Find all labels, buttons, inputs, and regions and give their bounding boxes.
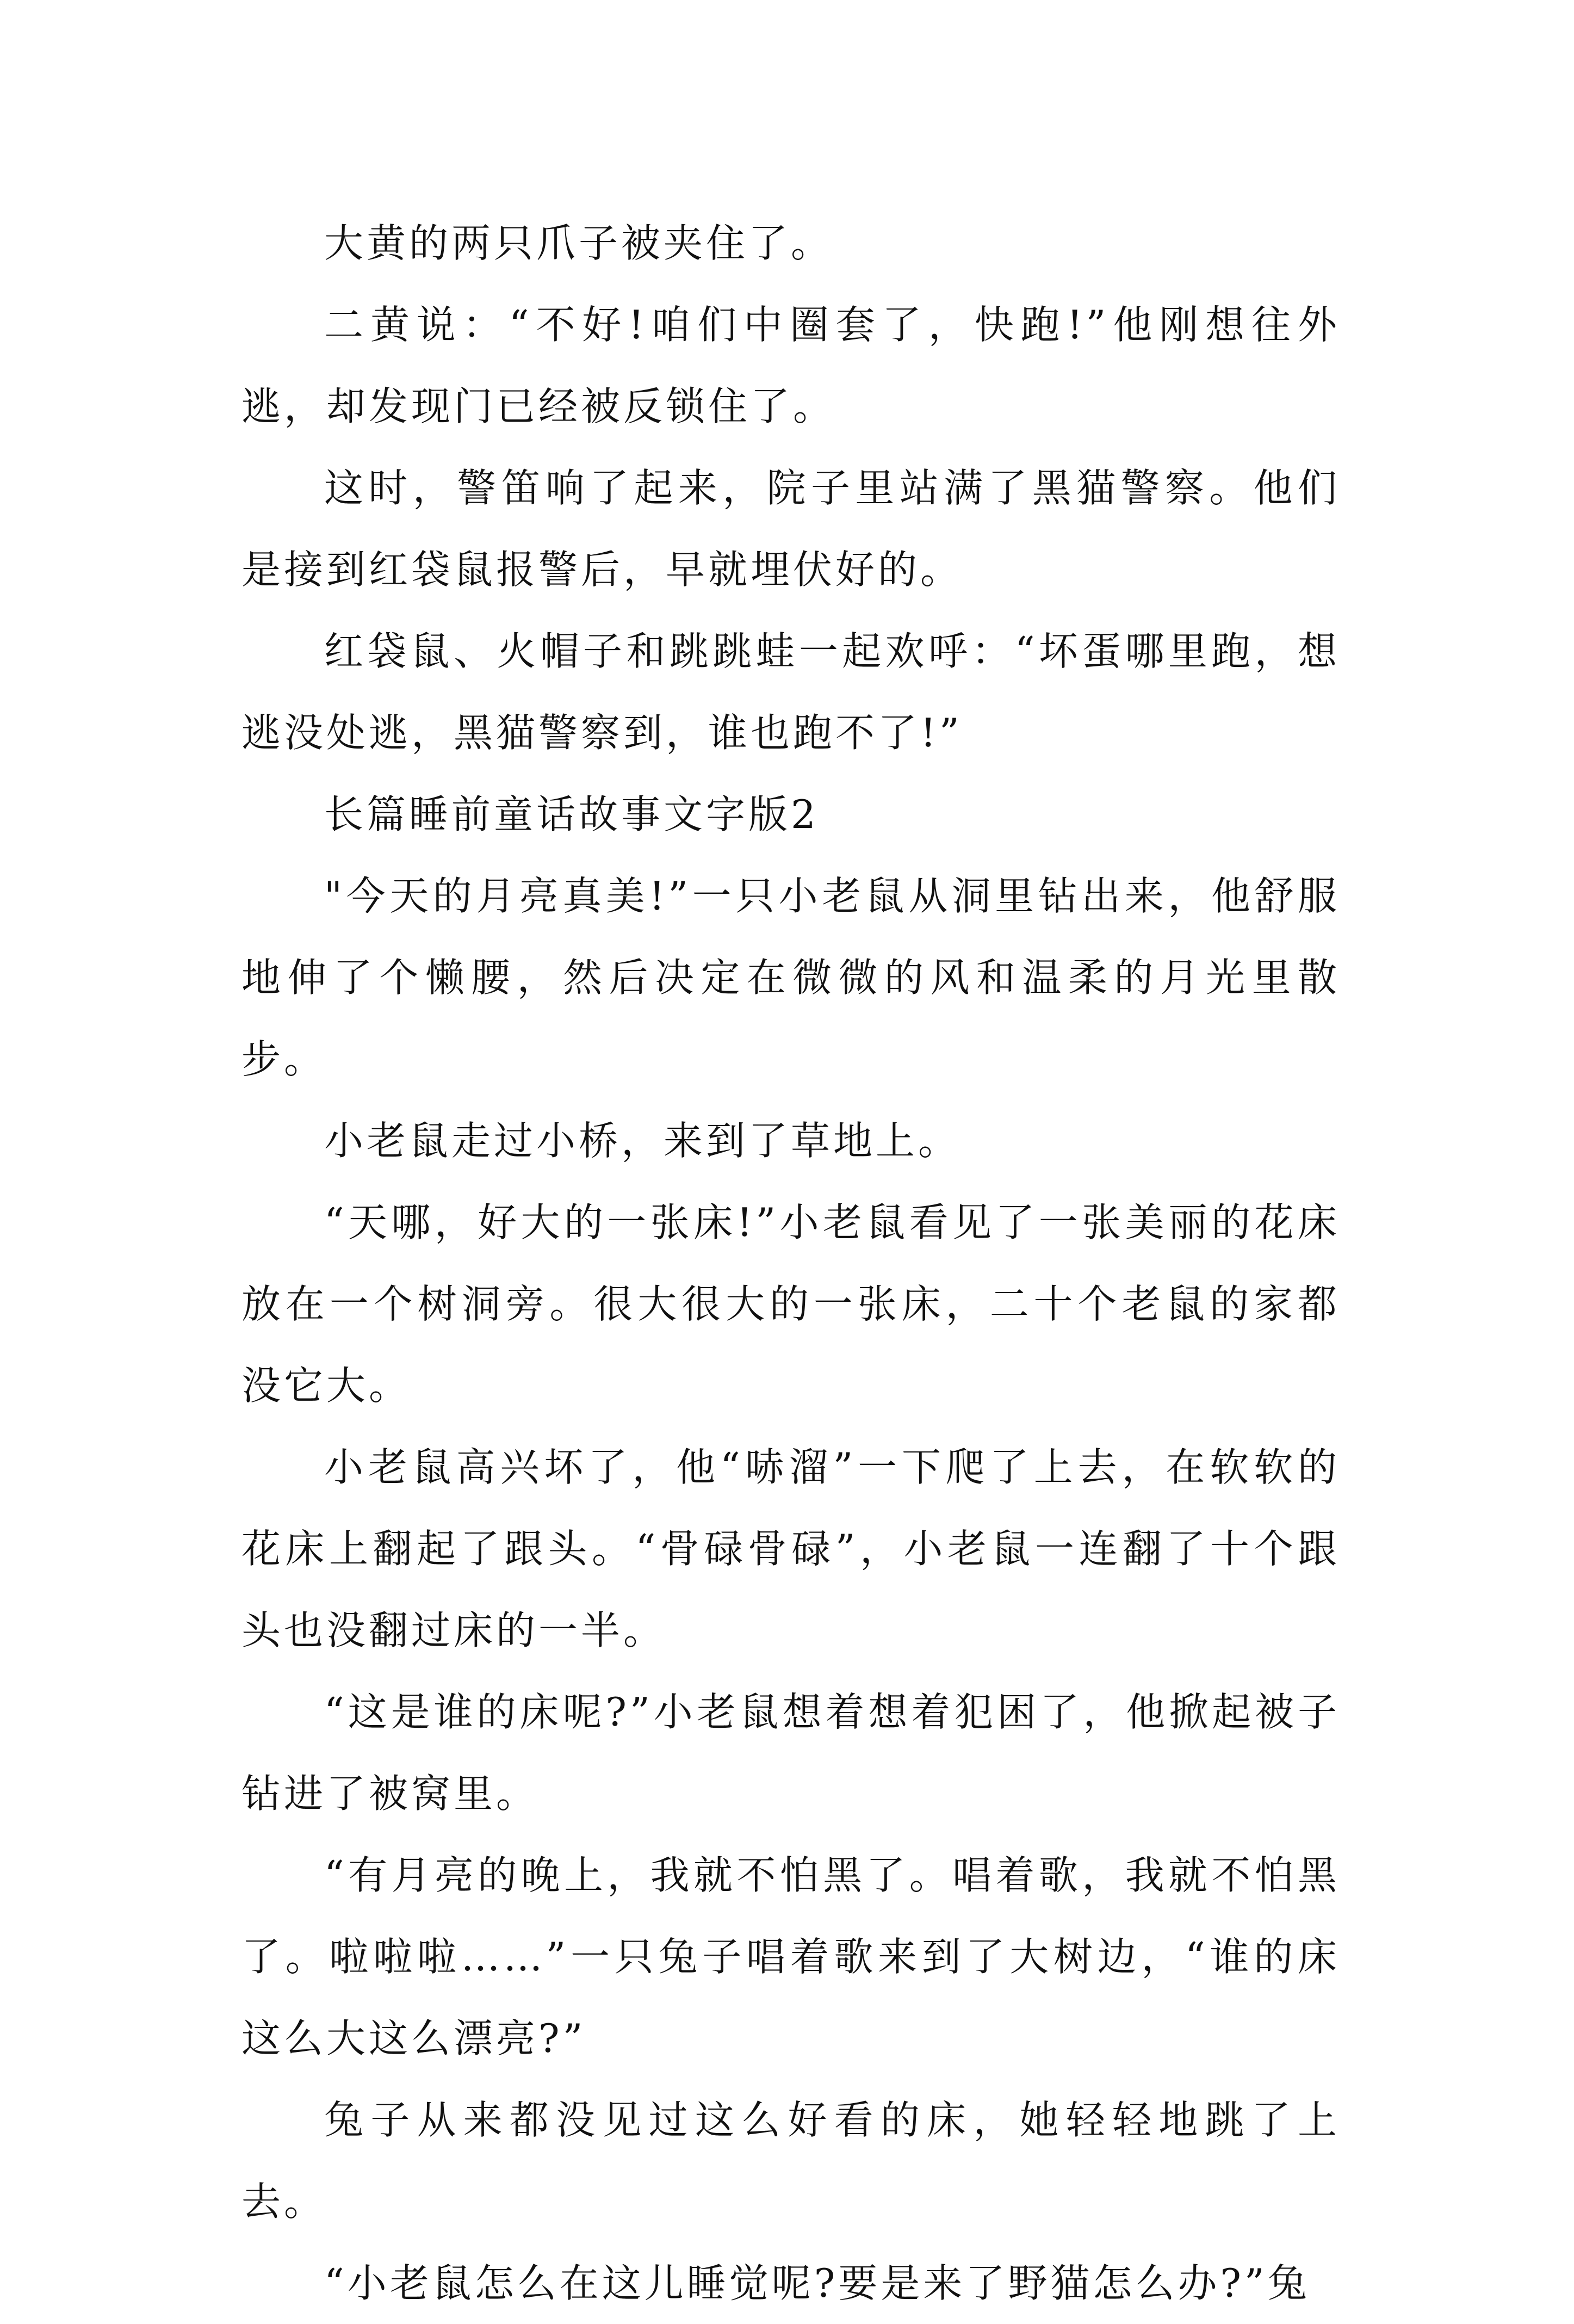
paragraph-9: 小老鼠高兴坏了，他“哧溜”一下爬了上去，在软软的花床上翻起了跟头。“骨碌骨碌”，小老鼠一连翻了十个跟头也没翻过床的一半。: [241, 1444, 1340, 1653]
paragraph-10: “这是谁的床呢?”小老鼠想着想着犯困了，他掀起被子钻进了被窝里。: [241, 1689, 1340, 1816]
paragraph-7: 小老鼠走过小桥，来到了草地上。: [324, 1118, 961, 1164]
section-heading: 长篇睡前童话故事文字版2: [324, 792, 819, 837]
paragraph-3: 这时，警笛响了起来，院子里站满了黑猫警察。他们是接到红袋鼠报警后，早就埋伏好的。: [241, 465, 1340, 592]
paragraph-4: 红袋鼠、火帽子和跳跳蛙一起欢呼：“坏蛋哪里跑，想逃没处逃，黑猫警察到，谁也跑不了!”: [241, 628, 1340, 756]
document-body: [241, 202, 1340, 2324]
paragraph-11: “有月亮的晚上，我就不怕黑了。唱着歌，我就不怕黑了。啦啦啦……”一只兔子唱着歌来到了大树边，“谁的床这么大这么漂亮?”: [241, 1852, 1340, 2061]
paragraph-1: 大黄的两只爪子被夹住了。: [324, 220, 834, 266]
paragraph-6: "今天的月亮真美!”一只小老鼠从洞里钻出来，他舒服地伸了个懒腰，然后决定在微微的风和温柔的月光里散步。: [241, 873, 1340, 1082]
paragraph-2: 二黄说：“不好!咱们中圈套了，快跑!”他刚想往外逃，却发现门已经被反锁住了。: [241, 302, 1340, 429]
paragraph-12: 兔子从来都没见过这么好看的床，她轻轻地跳了上去。: [241, 2097, 1340, 2224]
paragraph-13: “小老鼠怎么在这儿睡觉呢?要是来了野猫怎么办?”兔: [324, 2260, 1310, 2306]
paragraph-8: “天哪，好大的一张床!”小老鼠看见了一张美丽的花床放在一个树洞旁。很大很大的一张床，二十个老鼠的家都没它大。: [241, 1200, 1340, 1408]
